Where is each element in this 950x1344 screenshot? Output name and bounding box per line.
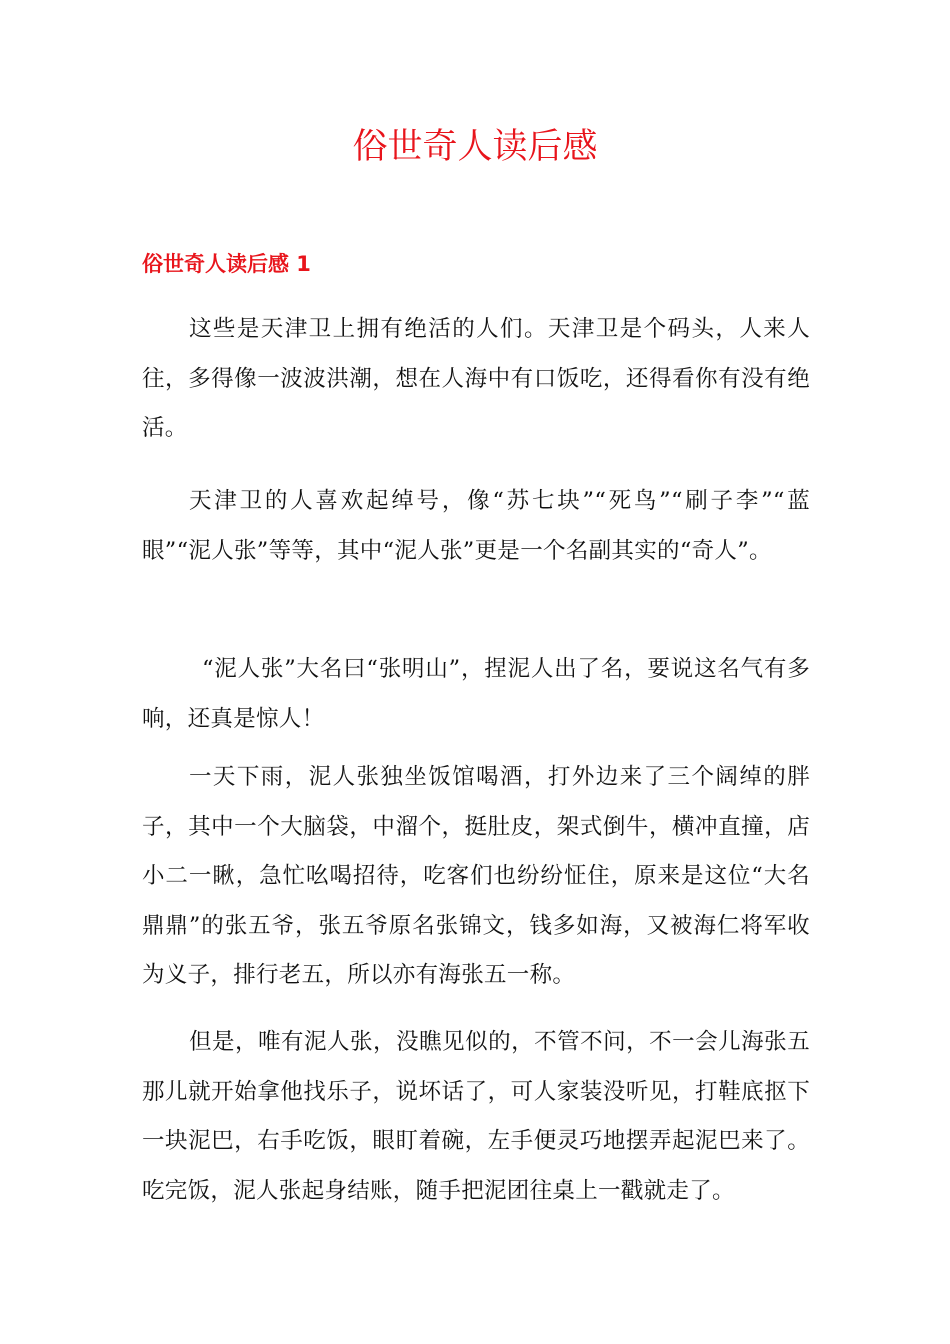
document-title: 俗世奇人读后感 [352,127,598,167]
paragraph-2: 天津卫的人喜欢起绰号，像“苏七块”“死鸟”“刷子李”“蓝眼”“泥人张”等等，其中“泥人张”更是一个名副其实的“奇人”。 [142,488,810,564]
paragraph-5: 但是，唯有泥人张，没瞧见似的，不管不问，不一会儿海张五那儿就开始拿他找乐子，说坏话了，可人家装没听见，打鞋底抠下一块泥巴，右手吃饭，眼盯着碗，左手便灵巧地摆弄起泥巴来了。吃完饭，泥人张起身结账，随手把泥团往桌上一戳就走了。 [142,1029,810,1204]
paragraph-4: 一天下雨，泥人张独坐饭馆喝酒，打外边来了三个阔绰的胖子，其中一个大脑袋，中溜个，挺肚皮，架式倒牛，横冲直撞，店小二一瞅，急忙吆喝招待，吃客们也纷纷怔住，原来是这位“大名鼎鼎”的张五爷，张五爷原名张锦文，钱多如海，又被海仁将军收为义子，排行老五，所以亦有海张五一称。 [142,764,810,988]
section-heading: 俗世奇人读后感 1 [142,252,311,276]
paragraph-3: “泥人张”大名曰“张明山”，捏泥人出了名，要说这名气有多响，还真是惊人！ [142,656,810,732]
paragraph-1: 这些是天津卫上拥有绝活的人们。天津卫是个码头，人来人往，多得像一波波洪潮，想在人海中有口饭吃，还得看你有没有绝活。 [142,316,810,441]
